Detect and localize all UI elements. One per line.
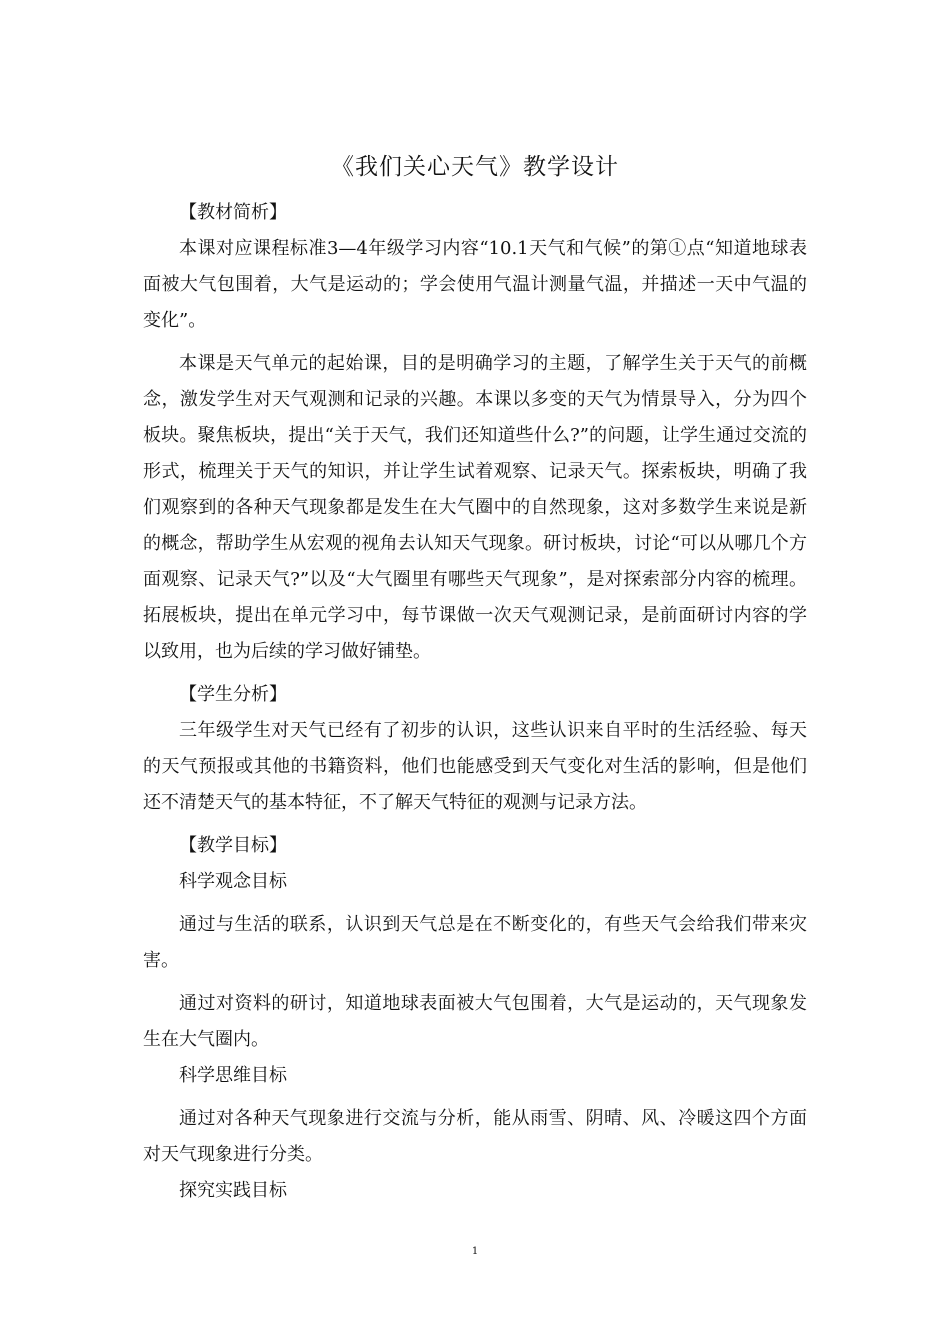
paragraph-thinking-1: 通过对各种天气现象进行交流与分析，能从雨雪、阴晴、风、冷暖这四个方面对天气现象进行分类。 — [143, 1108, 807, 1165]
paragraph-students-1: 三年级学生对天气已经有了初步的认识，这些认识来自平时的生活经验、每天的天气预报或其他的书籍资料，他们也能感受到天气变化对生活的影响，但是他们还不清楚天气的基本特征，不了解天气特征的观测与记录方法。 — [143, 720, 807, 813]
document-title: 《我们关心天气》教学设计 — [331, 154, 619, 180]
paragraph-material-1: 本课对应课程标准3—4年级学习内容“10.1天气和气候”的第①点“知道地球表面被大气包围着，大气是运动的；学会使用气温计测量气温，并描述一天中气温的变化”。 — [143, 238, 807, 331]
paragraph-concept-1: 通过与生活的联系，认识到天气总是在不断变化的，有些天气会给我们带来灾害。 — [143, 914, 807, 971]
subheading-concept-goals: 科学观念目标 — [179, 871, 287, 892]
page-number: 1 — [471, 1246, 479, 1257]
subheading-practice-goals: 探究实践目标 — [179, 1180, 287, 1201]
subheading-thinking-goals: 科学思维目标 — [179, 1065, 287, 1086]
paragraph-concept-2: 通过对资料的研讨，知道地球表面被大气包围着，大气是运动的，天气现象发生在大气圈内。 — [143, 993, 807, 1050]
document-body — [143, 195, 807, 1209]
section-heading-goals: 【教学目标】 — [179, 835, 287, 856]
section-heading-students: 【学生分析】 — [179, 684, 287, 705]
paragraph-material-2: 本课是天气单元的起始课，目的是明确学习的主题，了解学生关于天气的前概念，激发学生对天气观测和记录的兴趣。本课以多变的天气为情景导入，分为四个板块。聚焦板块，提出“关于天气，我们还知道些什么?”的问题，让学生通过交流的形式，梳理关于天气的知识，并让学生试着观察、记录天气。探索板块，明确了我们观察到的各种天气现象都是发生在大气圈中的自然现象，这对多数学生来说是新的概念，帮助学生从宏观的视角去认知天气现象。研讨板块，讨论“可以从哪几个方面观察、记录天气?”以及“大气圈里有哪些天气现象”，是对探索部分内容的梳理。拓展板块，提出在单元学习中，每节课做一次天气观测记录，是前面研讨内容的学以致用，也为后续的学习做好铺垫。 — [143, 353, 807, 662]
section-heading-material: 【教材简析】 — [179, 202, 287, 223]
